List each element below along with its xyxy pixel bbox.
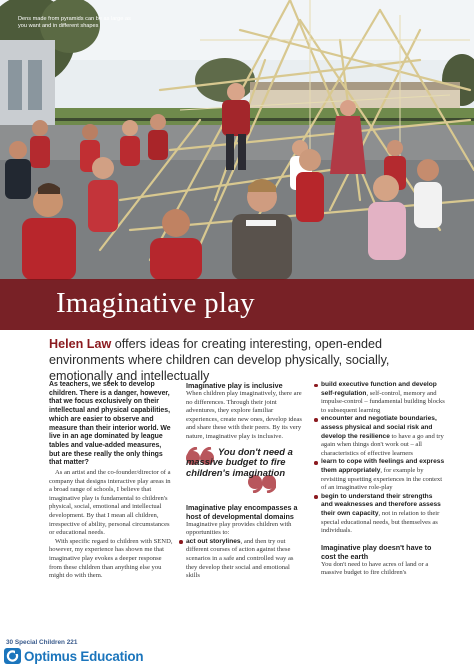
column-3	[321, 381, 445, 578]
list-item: learn to cope with feelings and express them appropriately, for example by revisiting upsetting experiences in the context of an imaginative role-play	[321, 458, 445, 492]
subheading-cost: Imaginative play doesn't have to cost the earth	[321, 542, 432, 561]
bullet-list	[321, 381, 445, 536]
subheading-inclusive: Imaginative play is inclusive	[186, 381, 283, 390]
brand-logo	[4, 648, 143, 664]
column-1	[49, 381, 173, 581]
body-paragraph: Imaginative play provides children with opportunities to:	[186, 520, 292, 537]
bullet-icon	[314, 418, 318, 422]
list-item: begin to understand their strengths and weaknesses and therefore assess their own capacity, not in relation to their special educational needs, but themselves as individuals.	[321, 493, 445, 536]
body-paragraph: With specific regard to children with SEND, however, my experience has shown me that imaginative play evokes a deeper response from these children than anything else you might do with them.	[49, 537, 173, 580]
pull-quote-text: You don't need a massive budget to fire children's imagination	[186, 445, 293, 478]
list-item: encounter and negotiate boundaries, assess physical and social risk and develop the resilience to have a go and try again when things don't work out – all characteristics of effective learners	[321, 415, 445, 458]
column-2	[186, 381, 304, 581]
subheading-domains: Imaginative play encompasses a host of developmental domains	[186, 502, 298, 521]
list-item: act out storylines, and then try out different courses of action against these scenarios in a safe and controlled way as they develop their social and emotional skills	[186, 538, 304, 581]
standfirst	[49, 336, 449, 384]
bullet-icon	[179, 540, 183, 544]
pull-quote	[186, 447, 304, 495]
bullet-icon	[314, 461, 318, 465]
standfirst-text: offers ideas for creating interesting, open-ended environments where children can develop physically, socially, emotionally and intellectually	[49, 337, 390, 383]
body-paragraph: As an artist and the co-founder/director of a company that designs interactive play areas in a broad range of schools, I believe that imaginative play is fundamental to children's physical, social, emotional and intellectual development. By that I mean all children, irrespective of ability, personal circumstances or educational needs.	[49, 469, 171, 537]
article-title: Imaginative play	[56, 287, 255, 319]
bullet-list	[186, 538, 304, 581]
photo-caption: Dens made from pyramids can be as large as you want and in different shapes	[18, 16, 131, 29]
title-band	[0, 279, 474, 330]
body-paragraph: When children play imaginatively, there are no differences. Through their joint adventures, they explore familiar experiences, create new ones, develop ideas and share these with their peers. By its very nature, imaginative play is inclusive.	[186, 390, 302, 440]
lead-paragraph: As teachers, we seek to develop children. There is a danger, however, that we focus exclusively on their intellectual and physical capabilities, which are easier to observe and measure than their interior world. We live in an age dominated by league tables and value-added measures, but are these really the only things that matter?	[49, 381, 171, 467]
author-name: Helen Law	[49, 337, 112, 351]
brand-name: Optimus Education	[24, 648, 144, 664]
list-item: build executive function and develop self-regulation, self-control, memory and impulse-control – fundamental building blocks to subsequent learning	[321, 381, 445, 415]
bullet-icon	[314, 495, 318, 499]
bullet-icon	[314, 384, 318, 388]
body-paragraph: You don't need to have acres of land or a massive budget to fire children's	[321, 560, 429, 577]
optimus-logo-icon	[4, 648, 21, 664]
page-folio: 30 Special Children 221	[6, 639, 78, 646]
hero-photo	[0, 0, 474, 330]
